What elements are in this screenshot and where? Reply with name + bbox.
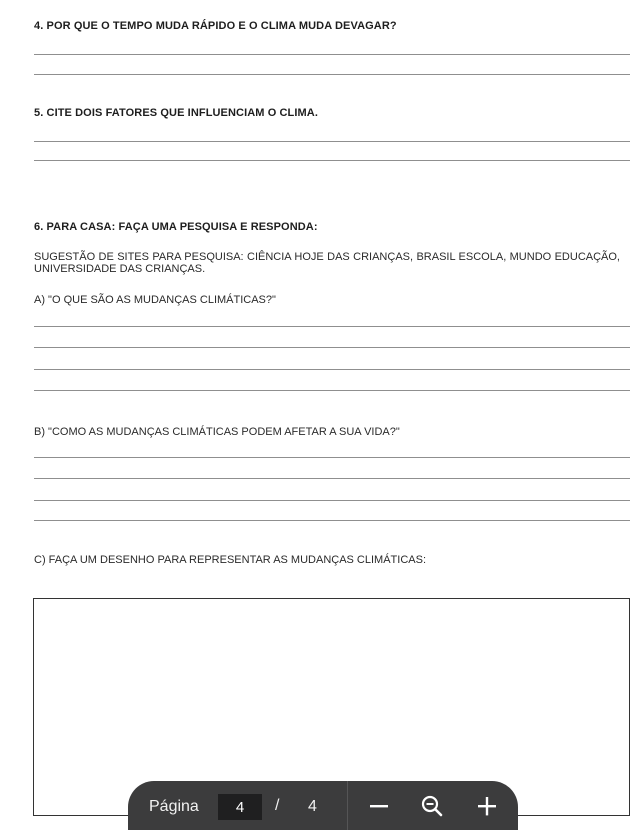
page-label: Página xyxy=(149,798,199,815)
minus-icon xyxy=(363,791,395,821)
zoom-fit-button[interactable] xyxy=(416,791,448,821)
answer-line xyxy=(34,369,630,370)
question-6c-text: C) FAÇA UM DESENHO PARA REPRESENTAR AS MUDANÇAS CLIMÁTICAS: xyxy=(34,554,426,566)
page-number-input[interactable] xyxy=(218,794,262,820)
plus-icon xyxy=(471,791,503,821)
zoom-in-button[interactable] xyxy=(471,791,503,821)
answer-line xyxy=(34,54,630,55)
question-6a-text: A) "O QUE SÃO AS MUDANÇAS CLIMÁTICAS?" xyxy=(34,294,276,306)
answer-line xyxy=(34,520,630,521)
toolbar-divider xyxy=(347,781,348,830)
answer-line xyxy=(34,141,630,142)
zoom-out-button[interactable] xyxy=(363,791,395,821)
magnifier-minus-icon xyxy=(416,791,448,821)
question-5-title: 5. CITE DOIS FATORES QUE INFLUENCIAM O CLIMA. xyxy=(34,107,318,119)
question-6b-text: B) "COMO AS MUDANÇAS CLIMÁTICAS PODEM AFETAR A SUA VIDA?" xyxy=(34,426,400,438)
answer-line xyxy=(34,500,630,501)
answer-line xyxy=(34,160,630,161)
total-pages: 4 xyxy=(308,798,317,815)
research-suggestion-text: SUGESTÃO DE SITES PARA PESQUISA: CIÊNCIA HOJE DAS CRIANÇAS, BRASIL ESCOLA, MUNDO EDUCAÇÃO, UNIVERSIDADE DAS CRIANÇAS. xyxy=(34,251,620,275)
answer-line xyxy=(34,478,630,479)
answer-line xyxy=(34,74,630,75)
page-separator: / xyxy=(275,797,280,814)
question-6-title: 6. PARA CASA: FAÇA UMA PESQUISA E RESPONDA: xyxy=(34,221,318,233)
answer-line xyxy=(34,326,630,327)
pdf-page-toolbar xyxy=(128,781,518,830)
answer-line xyxy=(34,347,630,348)
question-4-title: 4. POR QUE O TEMPO MUDA RÁPIDO E O CLIMA MUDA DEVAGAR? xyxy=(34,20,397,32)
answer-line xyxy=(34,390,630,391)
answer-line xyxy=(34,457,630,458)
